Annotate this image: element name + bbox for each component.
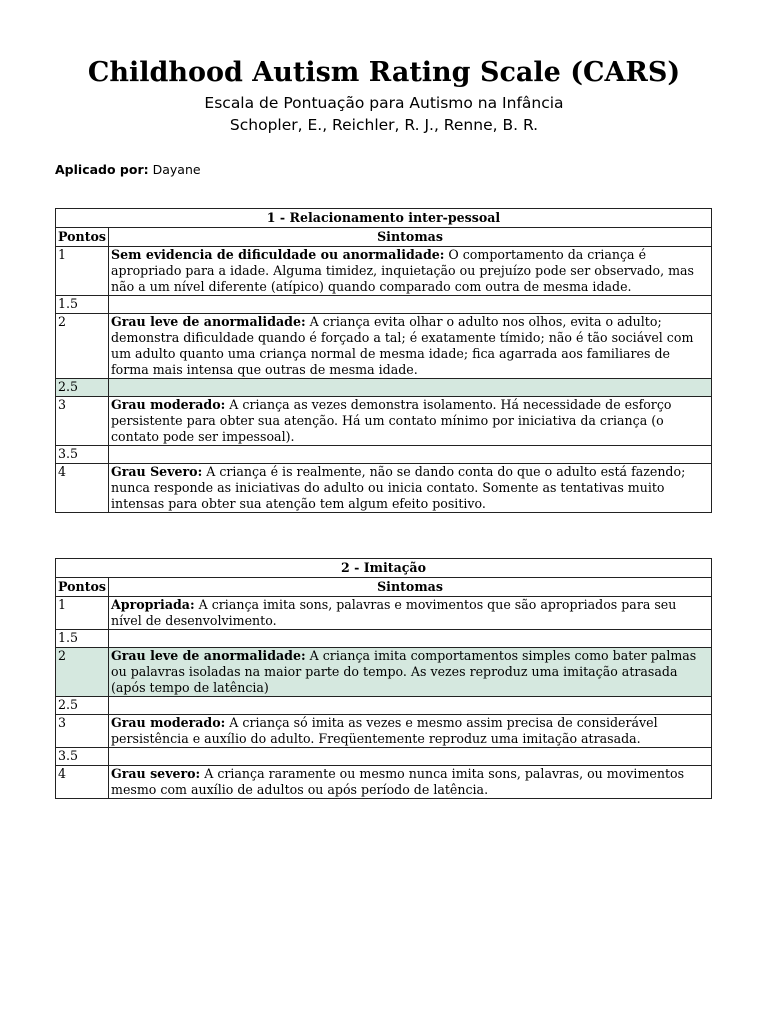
symptom-cell xyxy=(109,648,712,697)
authors-line: Schopler, E., Reichler, R. J., Renne, B. R. xyxy=(229,116,539,134)
section-2-table xyxy=(55,558,712,799)
table-row xyxy=(56,697,712,715)
symptom-label: Apropriada: xyxy=(111,597,195,612)
symptom-cell xyxy=(109,748,712,766)
points-cell: 3 xyxy=(56,397,109,446)
table-row-highlighted xyxy=(56,648,712,697)
symptom-text: A criança evita olhar o adulto nos olhos, evita o adulto; demonstra dificuldade quando é forçado a tal; é exatamente tímido; não é tão sociável com um adulto quanto uma criança normal de mesma idade; fica agarrada aos familiares de forma mais intensa que outras de mesma idade. xyxy=(111,314,694,377)
symptom-text: A criança as vezes demonstra isolamento. Há necessidade de esforço persistente para obter sua atenção. Há um contato mínimo por iniciativa da criança (o contato pode ser impessoal). xyxy=(111,397,672,444)
section-1-title: 1 - Relacionamento inter-pessoal xyxy=(56,209,712,228)
points-cell: 1.5 xyxy=(56,630,109,648)
page-subtitle: Escala de Pontuação para Autismo na Infância xyxy=(204,94,564,112)
symptom-cell xyxy=(109,715,712,748)
table-row xyxy=(56,715,712,748)
symptom-text: A criança imita comportamentos simples como bater palmas ou palavras isoladas na maior parte do tempo. As vezes reproduz uma imitação atrasada (após tempo de latência) xyxy=(111,648,697,695)
symptom-cell xyxy=(109,464,712,513)
symptom-label: Grau moderado: xyxy=(111,715,226,730)
section-2-title: 2 - Imitação xyxy=(56,559,712,578)
table-row xyxy=(56,397,712,446)
points-cell: 3 xyxy=(56,715,109,748)
points-header: Pontos xyxy=(56,228,109,247)
symptoms-header: Sintomas xyxy=(109,228,712,247)
symptom-cell xyxy=(109,446,712,464)
points-cell: 2 xyxy=(56,648,109,697)
table-row xyxy=(56,446,712,464)
symptom-text: A criança é is realmente, não se dando conta do que o adulto está fazendo; nunca responde as iniciativas do adulto ou inicia contato. Somente as tentativas muito intensas para obter sua atenção tem algum efeito positivo. xyxy=(111,464,686,511)
section-1-table xyxy=(55,208,712,513)
symptom-cell xyxy=(109,379,712,397)
symptom-label: Grau leve de anormalidade: xyxy=(111,314,306,329)
symptom-cell xyxy=(109,296,712,314)
points-cell: 2.5 xyxy=(56,379,109,397)
points-cell: 2 xyxy=(56,314,109,379)
points-cell: 1 xyxy=(56,597,109,630)
points-cell: 3.5 xyxy=(56,446,109,464)
symptom-label: Grau moderado: xyxy=(111,397,226,412)
symptom-cell xyxy=(109,697,712,715)
applied-by xyxy=(55,162,201,177)
symptom-label: Grau Severo: xyxy=(111,464,203,479)
table-row xyxy=(56,296,712,314)
table-row xyxy=(56,314,712,379)
points-cell: 4 xyxy=(56,464,109,513)
page-title: Childhood Autism Rating Scale (CARS) xyxy=(87,57,681,88)
points-cell: 1.5 xyxy=(56,296,109,314)
table-row xyxy=(56,247,712,296)
symptom-text: A criança raramente ou mesmo nunca imita sons, palavras, ou movimentos mesmo com auxílio de adultos ou após período de latência. xyxy=(111,766,685,797)
symptom-cell xyxy=(109,247,712,296)
symptom-cell xyxy=(109,766,712,799)
symptom-cell xyxy=(109,314,712,379)
symptom-cell xyxy=(109,397,712,446)
symptom-cell xyxy=(109,630,712,648)
points-cell: 1 xyxy=(56,247,109,296)
points-cell: 2.5 xyxy=(56,697,109,715)
table-row-highlighted xyxy=(56,379,712,397)
symptom-label: Grau leve de anormalidade: xyxy=(111,648,306,663)
symptom-cell xyxy=(109,597,712,630)
table-row xyxy=(56,630,712,648)
points-cell: 3.5 xyxy=(56,748,109,766)
points-cell: 4 xyxy=(56,766,109,799)
symptom-text: A criança só imita as vezes e mesmo assim precisa de considerável persistência e auxílio do adulto. Freqüentemente reproduz uma imitação atrasada. xyxy=(111,715,658,746)
applied-by-label: Aplicado por: xyxy=(55,162,149,177)
symptom-label: Grau severo: xyxy=(111,766,201,781)
symptom-text: O comportamento da criança é apropriado para a idade. Alguma timidez, inquietação ou prejuízo pode ser observado, mas não a um nível diferente (atípico) quando comparado com outra de mesma idade. xyxy=(111,247,695,294)
symptom-label: Sem evidencia de dificuldade ou anormalidade: xyxy=(111,247,445,262)
points-header: Pontos xyxy=(56,578,109,597)
table-row xyxy=(56,597,712,630)
applied-by-value: Dayane xyxy=(152,162,201,177)
table-row xyxy=(56,766,712,799)
symptom-text: A criança imita sons, palavras e movimentos que são apropriados para seu nível de desenvolvimento. xyxy=(111,597,677,628)
table-row xyxy=(56,748,712,766)
symptoms-header: Sintomas xyxy=(109,578,712,597)
table-row xyxy=(56,464,712,513)
